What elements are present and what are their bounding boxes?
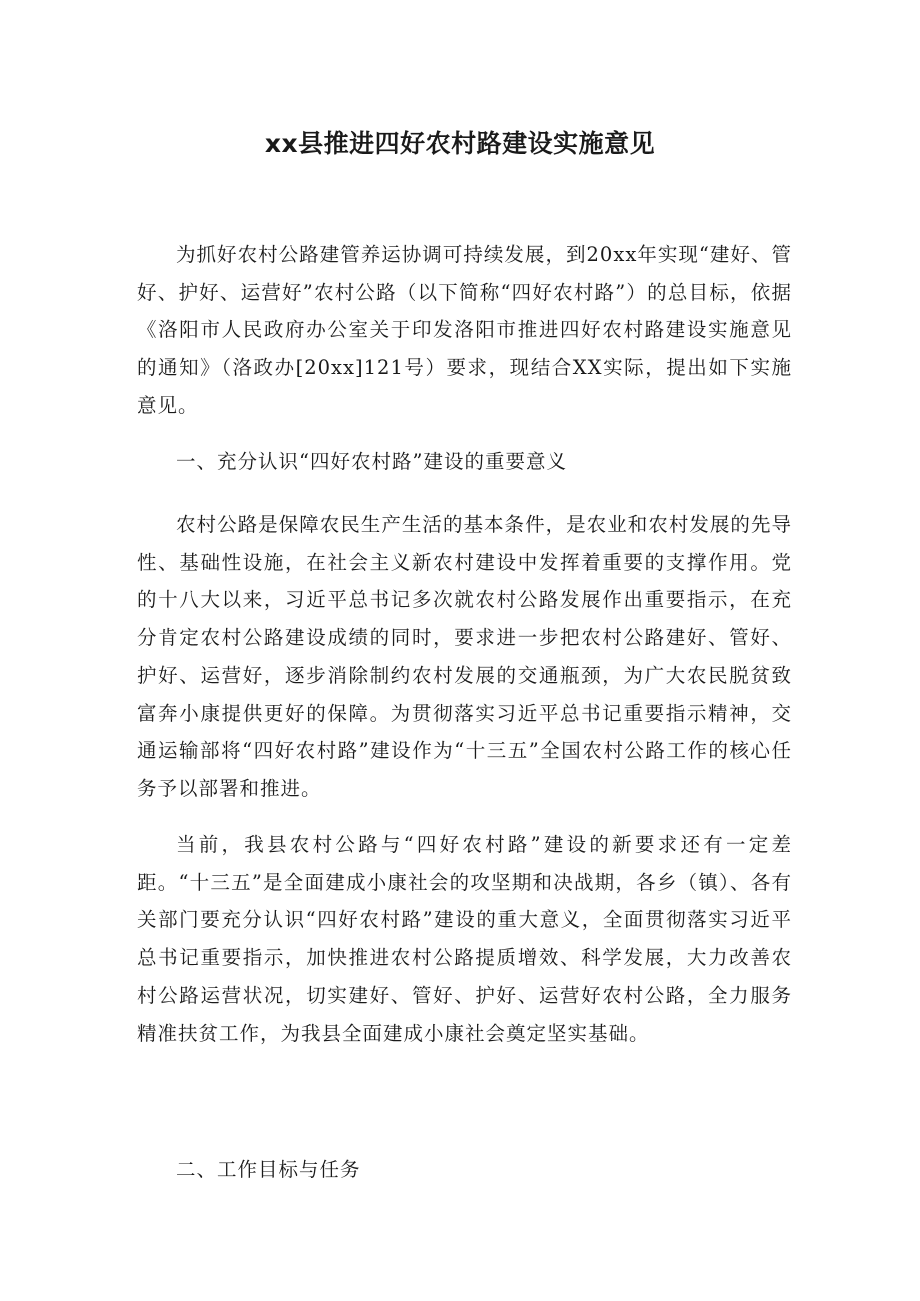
section1-paragraph-1: 农村公路是保障农民生产生活的基本条件，是农业和农村发展的先导性、基础性设施，在社会主义新农村建设中发挥着重要的支撑作用。党的十八大以来，习近平总书记多次就农村公路发展作出重要指示，在充分肯定农村公路建设成绩的同时，要求进一步把农村公路建好、管好、护好、运营好，逐步消除制约农村发展的交通瓶颈，为广大农民脱贫致富奔小康提供更好的保障。为贯彻落实习近平总书记重要指示精神，交通运输部将“四好农村路”建设作为“十三五”全国农村公路工作的核心任务予以部署和推进。 (137, 513, 792, 800)
document-title: xx县推进四好农村路建设实施意见 (264, 129, 656, 158)
section1-paragraph-2: 当前，我县农村公路与“四好农村路”建设的新要求还有一定差距。“十三五”是全面建成小康社会的攻坚期和决战期，各乡（镇）、各有关部门要充分认识“四好农村路”建设的重大意义，全面贯彻落实习近平总书记重要指示，加快推进农村公路提质增效、科学发展，大力改善农村公路运营状况，切实建好、管好、护好、运营好农村公路，全力服务精准扶贫工作，为我县全面建成小康社会奠定坚实基础。 (137, 833, 792, 1045)
section-heading-1: 一、充分认识“四好农村路”建设的重要意义 (176, 450, 567, 473)
intro-paragraph: 为抓好农村公路建管养运协调可持续发展，到20xx年实现“建好、管好、护好、运营好”农村公路（以下简称“四好农村路”）的总目标，依据《洛阳市人民政府办公室关于印发洛阳市推进四好农村路建设实施意见的通知》（洛政办[20xx]121号）要求，现结合XX实际，提出如下实施意见。 (137, 243, 792, 417)
section-heading-2: 二、工作目标与任务 (176, 1158, 361, 1181)
